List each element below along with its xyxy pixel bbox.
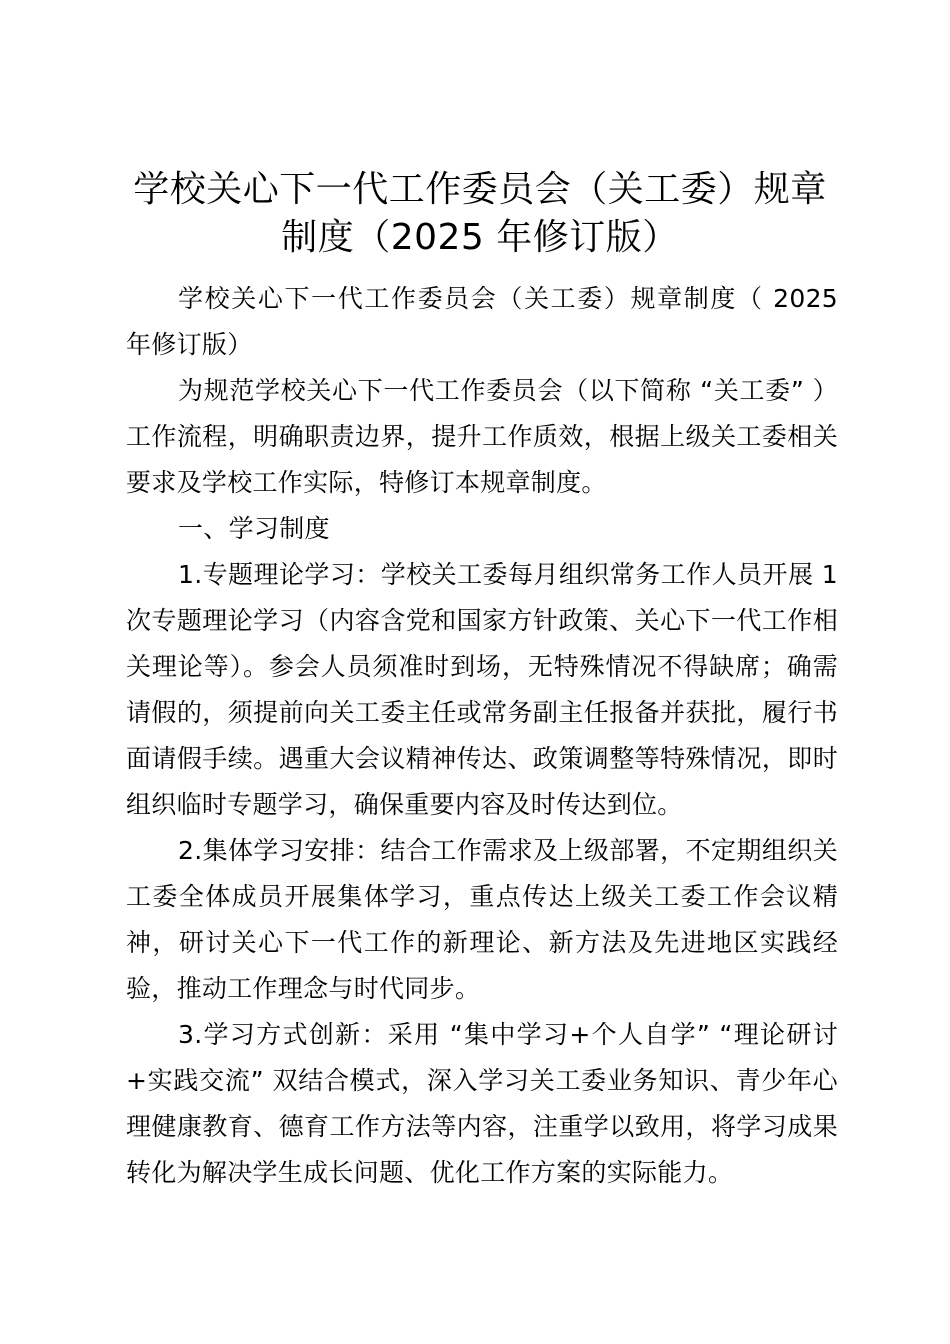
clause-2-paragraph: 2.集体学习安排：结合工作需求及上级部署，不定期组织关工委全体成员开展集体学习，重点传达上级关工委工作会议精神，研讨关心下一代工作的新理论、新方法及先进地区实践经验，推动工作理念与时代同步。 xyxy=(126,836,838,1003)
document-body xyxy=(126,276,838,1196)
clause-1-paragraph: 1.专题理论学习：学校关工委每月组织常务工作人员开展 1 次专题理论学习（内容含党和国家方针政策、关心下一代工作相关理论等）。参会人员须准时到场，无特殊情况不得缺席；确需请假的，须提前向关工委主任或常务副主任报备并获批，履行书面请假手续。遇重大会议精神传达、政策调整等特殊情况，即时组织临时专题学习，确保重要内容及时传达到位。 xyxy=(126,560,838,819)
document-title: 学校关心下一代工作委员会（关工委）规章制度（2025 年修订版） xyxy=(133,169,827,258)
intro-paragraph: 为规范学校关心下一代工作委员会（以下简称 “关工委” ）工作流程，明确职责边界，提升工作质效，根据上级关工委相关要求及学校工作实际，特修订本规章制度。 xyxy=(126,376,838,497)
clause-3-paragraph: 3.学习方式创新：采用 “集中学习+个人自学” “理论研讨+实践交流” 双结合模式，深入学习关工委业务知识、青少年心理健康教育、德育工作方法等内容，注重学以致用，将学习成果转化为解决学生成长问题、优化工作方案的实际能力。 xyxy=(126,1020,838,1187)
subtitle-paragraph: 学校关心下一代工作委员会（关工委）规章制度（ 2025 年修订版） xyxy=(126,284,838,359)
section-heading-study-system: 一、学习制度 xyxy=(178,514,330,543)
